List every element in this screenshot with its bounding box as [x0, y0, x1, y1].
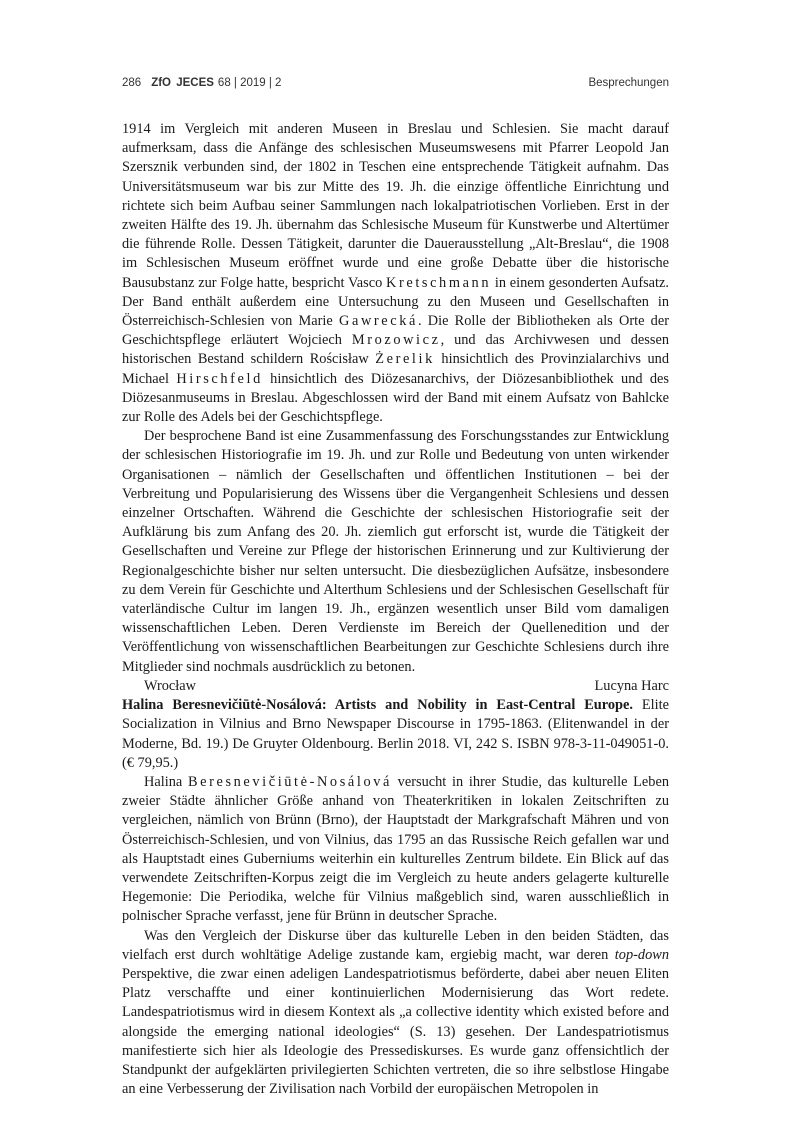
signature-author: Lucyna Harc — [594, 677, 669, 694]
text-run: Perspektive, die zwar einen adeligen Landespatriotismus beförderte, dabei aber neuen Eliten Platz verschaffte und einer kontinuierlichen Modernisierung das Wort redete. Landespatriotismus wird in diesem Kontext als „a collective identity which existed before and alongside the emerging national ideologies“ (S. 13) gesehen. Der Landespatriotismus manifestierte sich hier als Ideologie des Pressediskurses. Es wurde ganz offensichtlich der Standpunkt der aufgeklärten privilegierten Schichten vertreten, die so ihre selbstlose Hingabe an eine Verbesserung der Zivilisation nach Vorbild der europäischen Metropolen in — [122, 965, 669, 1098]
text-run: 1914 im Vergleich mit anderen Museen in Breslau und Schlesien. Sie macht darauf aufmerksam, dass die Anfänge des schlesischen Museumswesens mit Pfarrer Leopold Jan Szersznik verbunden sind, der 1802 in Teschen eine entsprechende Tätigkeit aufnahm. Das Universitätsmuseum war bis zur Mitte des 19. Jh. die einzige öffentliche Einrichtung und richtete sich beim Aufbau seiner Sammlungen nach lokalpatriotischen Vorlieben. Erst in der zweiten Hälfte des 19. Jh. übernahm das Schlesische Museum für Kunstwerbe und Altertümer die führende Rolle. Dessen Tätigkeit, darunter die Dauerausstellung „Alt-Breslau“, die 1908 im Schlesischen Museum eröffnet wurde und eine große Debatte über die historische Bausubstanz zur Folge hatte, bespricht Vasco — [122, 121, 669, 291]
volume-info: 68 | 2019 | 2 — [217, 77, 282, 89]
page-number: 286 — [122, 77, 142, 89]
text-run: , und das Archivwesen und dessen historischen Bestand schildern Rościsław — [122, 332, 669, 368]
journal-subtitle: JECES — [176, 77, 214, 89]
text-run: Was den Vergleich der Diskurse über das kulturelle Leben in den beiden Städten, das vielfach erst durch wohltätige Adelige zustande kam, ergiebig macht, war deren — [122, 927, 669, 963]
review2-bibliographic-info: Elite Socialization in Vilnius and Brno Newspaper Discourse in 1795-1863. (Elitenwandel in der Moderne, Bd. 19.) De Gruyter Oldenbourg. Berlin 2018. VI, 242 S. ISBN 978-3-11-049051-0. (€ 79,95.) — [122, 697, 669, 771]
italic-term: top-down — [614, 946, 669, 963]
journal-abbreviation: ZfO — [151, 77, 171, 89]
running-head — [122, 77, 669, 97]
text-run: in einem gesonderten Aufsatz. Der Band enthält außerdem eine Untersuchung zu den Museen und Gesellschaften in Österreichisch-Schlesien von Marie — [122, 274, 669, 330]
signature-place: Wrocław — [144, 677, 196, 694]
running-head-left — [122, 77, 281, 89]
review2-paragraph-1 — [122, 773, 669, 927]
text-run: Halina — [144, 773, 188, 790]
review1-paragraph-1 — [122, 120, 669, 427]
body-text — [122, 120, 669, 1099]
text-run: versucht in ihrer Studie, das kulturelle Leben zweier Städte ähnlicher Größe anhand von Theaterkritiken in lokalen Zeitschriften zu vergleichen, nämlich von Brünn (Brno), der Hauptstadt der Markgrafschaft Mähren und von Österreichisch-Schlesien, und von Vilnius, das 1795 an das Russische Reich gefallen war und als Hauptstadt eines Guberniums weiterhin ein kulturelles Zentrum bildete. Ein Blick auf das verwendete Zeitschriften-Korpus zeigt die im Vergleich zu heute anders gelagerte kulturelle Hegemonie: Die Periodika, welche für Vilnius maßgeblich sind, waren ausschließlich in polnischer Sprache verfasst, jene für Brünn in deutscher Sprache. — [122, 773, 669, 925]
text-run: hinsichtlich des Provinzialarchivs und Michael — [122, 351, 669, 387]
text-run: . Die Rolle der Bibliotheken als Orte der Geschichtspflege erläutert Wojciech — [122, 313, 669, 349]
review2-heading — [122, 696, 669, 773]
review1-signature — [122, 677, 669, 696]
review2-title-bold: Halina Beresnevičiūtė-Nosálová: Artists and Nobility in East-Central Europe. — [122, 697, 633, 714]
review2-paragraph-2 — [122, 927, 669, 1100]
author-name-spaced: Beresnevičiūtė-Nosálová — [187, 773, 392, 790]
section-title: Besprechungen — [588, 77, 669, 89]
author-name-spaced: Żerelik — [375, 351, 435, 368]
author-name-spaced: Hirschfeld — [176, 370, 263, 387]
text-run: hinsichtlich des Diözesanarchivs, der Diözesanbibliothek und des Diözesanmuseums in Breslau. Abgeschlossen wird der Band mit einem Aufsatz von Bahlcke zur Rolle des Adels bei der Geschichtspflege. — [122, 370, 669, 426]
author-name-spaced: Kretschmann — [386, 274, 492, 291]
author-name-spaced: Mrozowicz — [351, 332, 441, 349]
author-name-spaced: Gawrecká — [339, 313, 418, 330]
review1-paragraph-2: Der besprochene Band ist eine Zusammenfassung des Forschungsstandes zur Entwicklung der schlesischen Historiografie im 19. Jh. und zur Rolle und Bedeutung von unten wirkender Organisationen – nämlich der Gesellschaften und öffentlichen Institutionen – bei der Verbreitung und Popularisierung des Wissens über die Vergangenheit Schlesiens und dessen einzelner Ortschaften. Während die Geschichte der schlesischen Historiografie seit der Aufklärung bis zum Anfang des 20. Jh. ziemlich gut erforscht ist, wurde die Tätigkeit der Gesellschaften und Vereine zur Pflege der historischen Erinnerung und zur Kultivierung der Regionalgeschichte bisher nur selten untersucht. Die diesbezüglichen Aufsätze, insbesondere zu dem Verein für Geschichte und Alterthum Schlesiens und der Schlesischen Gesellschaft für vaterländische Cultur im langen 19. Jh., ergänzen wesentlich unser Bild vom damaligen wissenschaftlichen Leben. Deren Verdienste im Bereich der Quellenedition und der Veröffentlichung von wissenschaftlichen Bearbeitungen zur Geschichte Schlesiens durch ihre Mitglieder sind nochmals ausdrücklich zu betonen. — [122, 428, 669, 675]
